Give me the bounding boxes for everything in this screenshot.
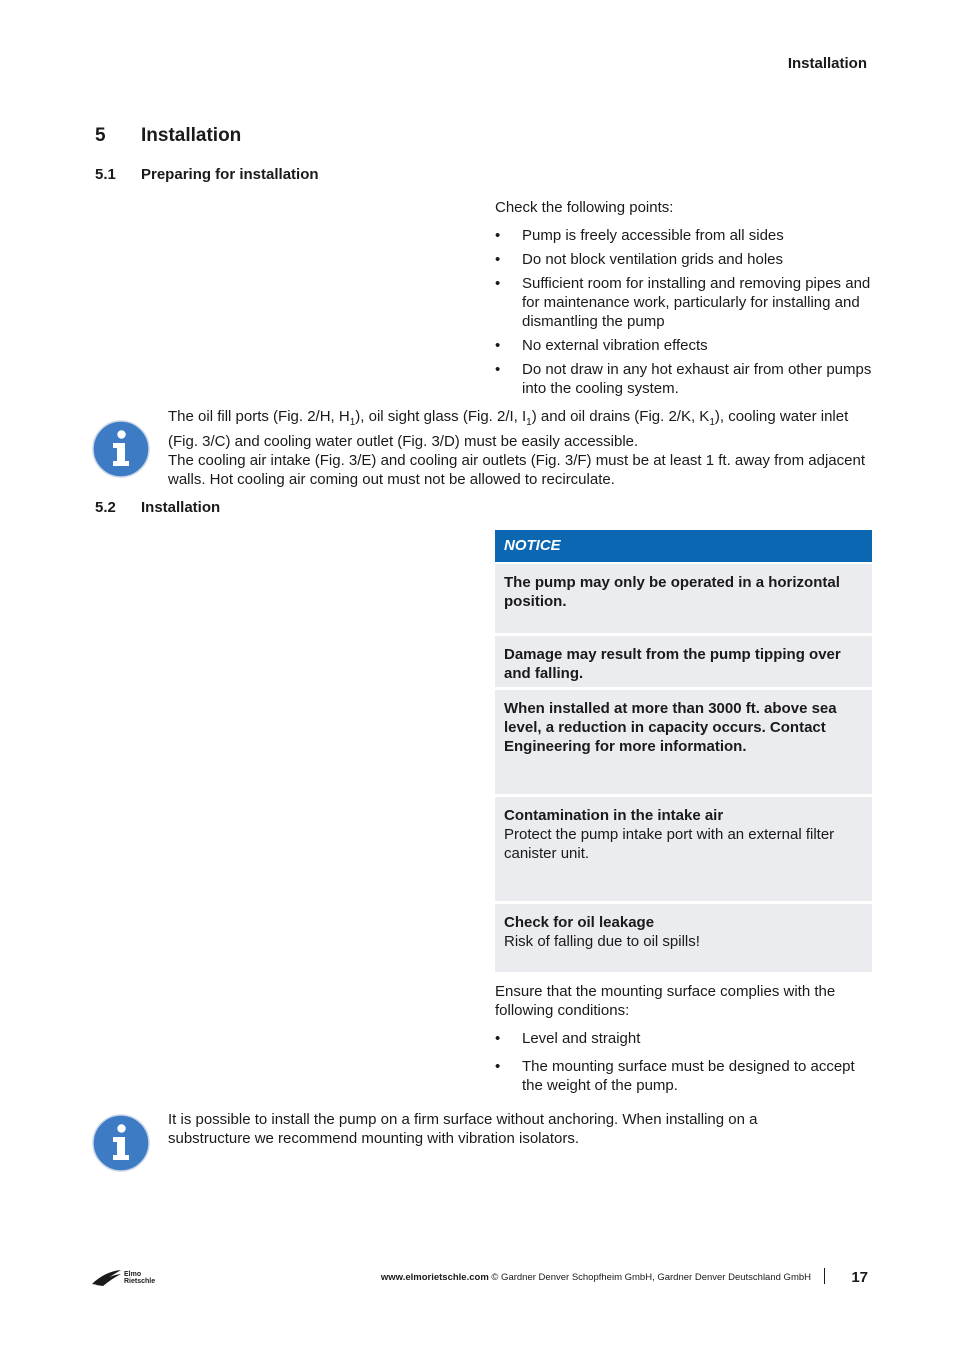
check-list (495, 226, 872, 403)
subsection-title: Preparing for installation (141, 166, 319, 183)
surface-list (495, 1029, 872, 1100)
elmo-rietschle-logo (90, 1266, 170, 1288)
footer-copyright (300, 1272, 811, 1283)
bullet: • (495, 361, 501, 378)
info-note-5-1 (168, 407, 868, 489)
subsection-heading-5-1 (95, 166, 319, 183)
list-item: • Do not block ventilation grids and holes (495, 251, 783, 268)
notice-item: Damage may result from the pump tipping over and falling. (495, 636, 872, 687)
running-header: Installation (787, 55, 867, 72)
notice-item: The pump may only be operated in a horizontal position. (495, 564, 872, 633)
info-icon (92, 1114, 150, 1172)
list-item: • Do not draw in any hot exhaust air from other pumps into the cooling system. (495, 361, 872, 397)
subsection-heading-5-2 (95, 499, 220, 516)
bullet: • (495, 1030, 501, 1047)
footer-website-link[interactable]: www.elmorietschle.com (380, 1272, 489, 1283)
info-note-paragraph: The oil fill ports (Fig. 2/H, $H_1$), oil sight glass (Fig. 2/I, $I_1$) and oil drains (Fig. 2/K, $K_1$), cooling water inlet (Fig. 3/C) and cooling water outlet (Fig. 3/D) must be easily accessible. (168, 408, 849, 450)
list-item: • Level and straight (495, 1030, 641, 1047)
subsection-title: Installation (141, 499, 221, 516)
bullet: • (495, 251, 501, 268)
notice-item: When installed at more than 3000 ft. above sea level, a reduction in capacity occurs. Contact Engineering for more information. (495, 690, 872, 794)
svg-text:Elmo: Elmo (124, 1271, 142, 1278)
list-item: • Pump is freely accessible from all sides (495, 227, 784, 244)
section-title: Installation (141, 125, 242, 146)
footer-copyright-text: © Gardner Denver Schopfheim GmbH, Gardner Denver Deutschland GmbH (491, 1272, 811, 1283)
section-number: 5 (95, 125, 106, 146)
page-number: 17 (851, 1269, 868, 1286)
bullet: • (495, 275, 501, 292)
surface-intro: Ensure that the mounting surface complies with the following conditions: (495, 983, 836, 1019)
bullet: • (495, 227, 501, 244)
check-intro: Check the following points: (495, 199, 674, 216)
section-heading (95, 125, 241, 147)
subsection-number: 5.1 (95, 166, 116, 183)
subsection-number: 5.2 (95, 499, 116, 516)
info-icon (92, 420, 150, 478)
notice-item: Check for oil leakage Risk of falling due to oil spills! (495, 904, 872, 972)
list-item: • No external vibration effects (495, 337, 708, 354)
list-item: • Sufficient room for installing and removing pipes and for maintenance work, particularly for installing and dismantling the pump (495, 275, 871, 330)
info-note-5-2: It is possible to install the pump on a firm surface without anchoring. When installing on a substructure we recommend mounting with vibration isolators. (168, 1111, 758, 1147)
footer-divider (824, 1268, 825, 1284)
svg-text:Rietschle: Rietschle (124, 1278, 156, 1285)
list-item: • The mounting surface must be designed to accept the weight of the pump. (495, 1058, 855, 1094)
notice-item: Contamination in the intake air Protect the pump intake port with an external filter canister unit. (495, 797, 872, 901)
bullet: • (495, 337, 501, 354)
bullet: • (495, 1058, 501, 1075)
info-note-paragraph: The cooling air intake (Fig. 3/E) and cooling air outlets (Fig. 3/F) must be at least 1 ft. away from adjacent walls. Hot cooling air coming out must not be allowed to recirculate. (168, 452, 865, 488)
notice-header: NOTICE (495, 530, 872, 562)
